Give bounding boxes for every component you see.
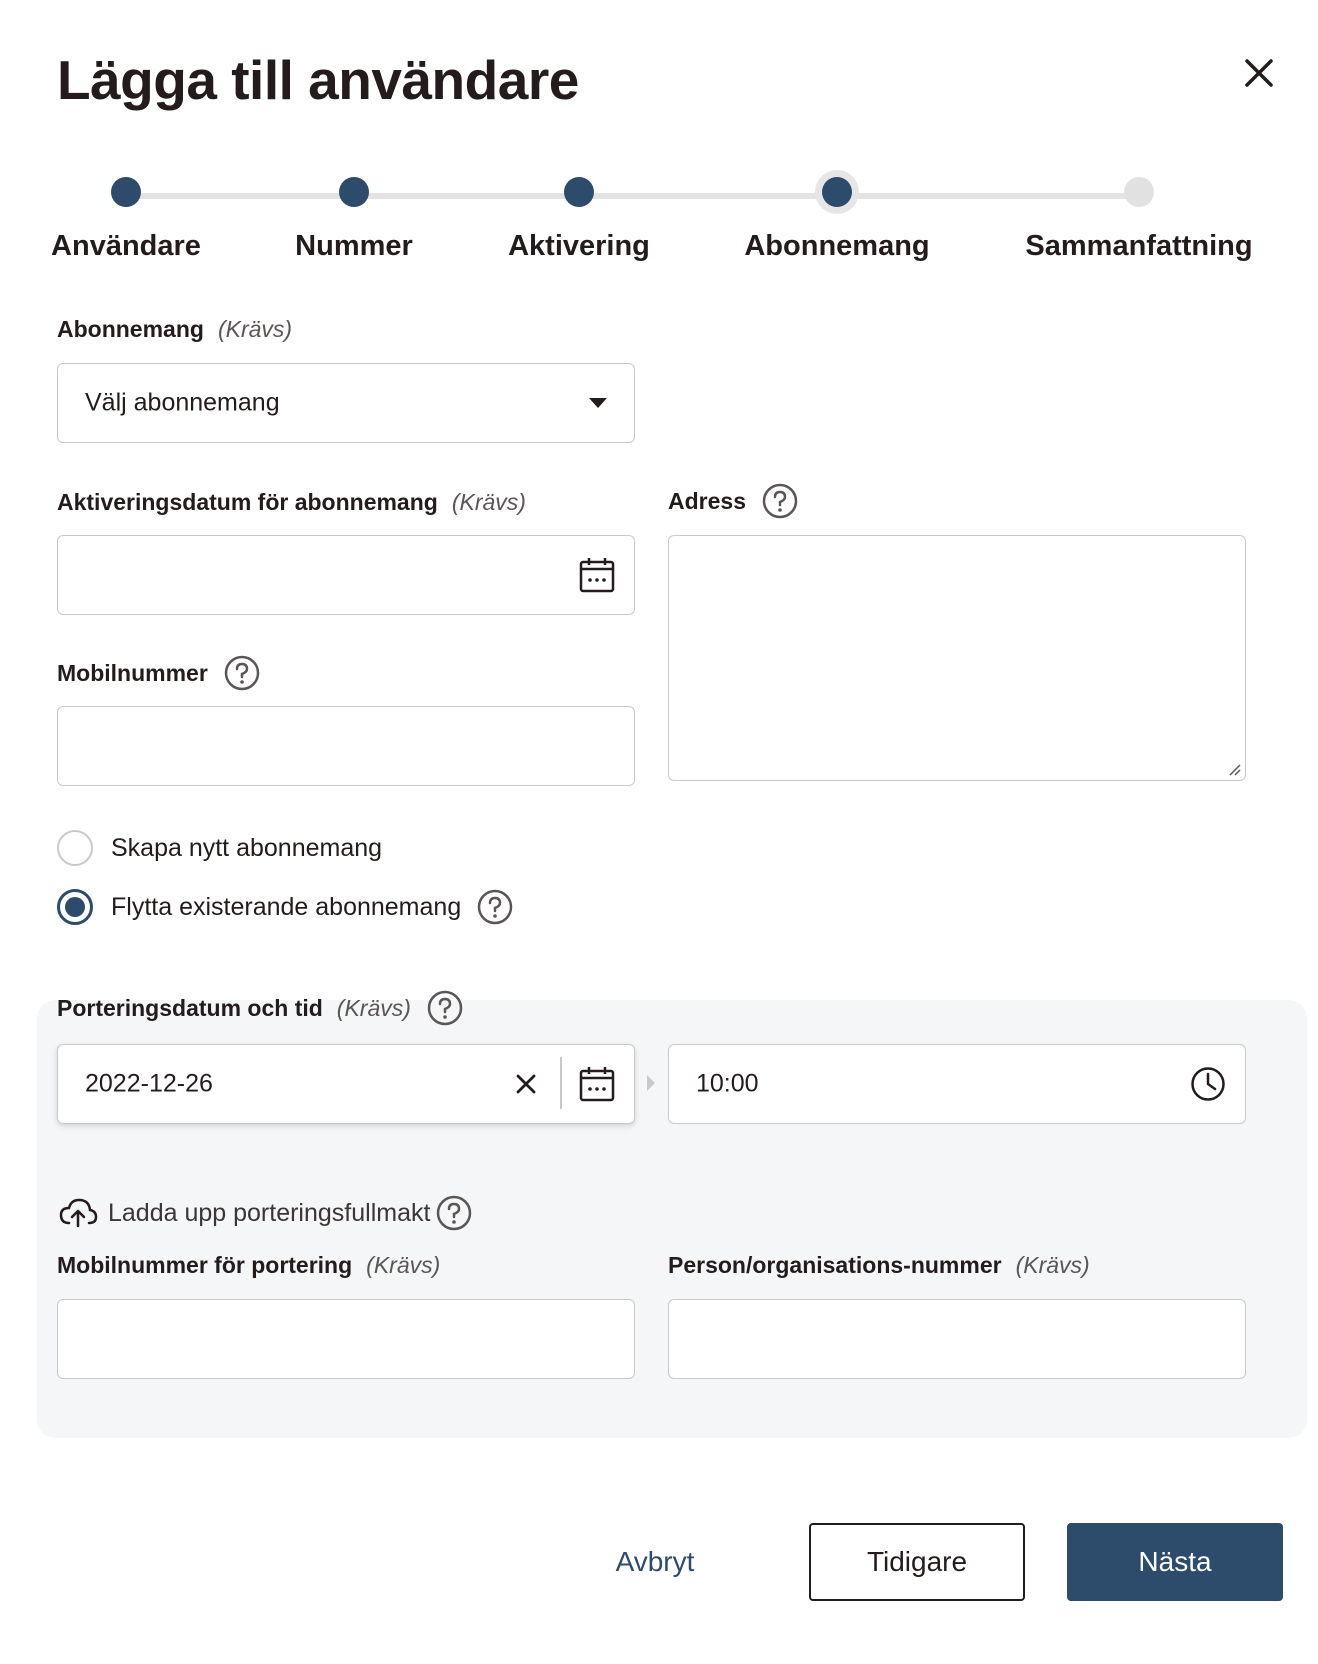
radio-button[interactable] (57, 830, 93, 866)
help-icon[interactable] (762, 483, 798, 519)
step-label-nummer: Nummer (295, 230, 413, 262)
help-icon[interactable] (224, 655, 260, 691)
help-icon[interactable] (477, 889, 513, 925)
help-icon[interactable] (436, 1195, 472, 1231)
close-button[interactable] (1236, 50, 1282, 96)
close-icon (1244, 58, 1274, 88)
radio-button-checked[interactable] (57, 889, 93, 925)
mobile-label: Mobilnummer (57, 655, 260, 691)
subscription-label: Abonnemang (Krävs) (57, 316, 293, 342)
required-hint: (Krävs) (336, 994, 411, 1021)
address-label: Adress (668, 483, 798, 519)
step-dot-abonnemang (822, 177, 852, 207)
subscription-select-value: Välj abonnemang (85, 388, 280, 417)
previous-button[interactable]: Tidigare (809, 1523, 1025, 1601)
stepper-track (124, 193, 1132, 199)
porting-date-input[interactable] (57, 1044, 635, 1124)
address-textarea[interactable] (668, 535, 1246, 781)
radio-label: Flytta existerande abonnemang (111, 892, 462, 921)
activation-date-input[interactable] (57, 535, 635, 615)
step-label-sammanfattning: Sammanfattning (1025, 230, 1253, 262)
step-dot-anvandare (111, 177, 141, 207)
upload-porting-authorization[interactable] (58, 1195, 472, 1231)
resize-handle-icon[interactable] (1227, 762, 1241, 776)
porting-time-value: 10:00 (696, 1069, 759, 1098)
step-label-anvandare: Användare (51, 230, 201, 262)
radio-label: Skapa nytt abonnemang (111, 833, 383, 862)
subscription-select[interactable] (57, 363, 635, 443)
required-hint: (Krävs) (366, 1252, 441, 1278)
help-icon[interactable] (427, 990, 463, 1026)
required-hint: (Krävs) (451, 489, 526, 515)
radio-create-new[interactable] (57, 830, 382, 866)
person-org-input[interactable] (668, 1299, 1246, 1379)
porting-datetime-label: Porteringsdatum och tid (Krävs) (57, 990, 463, 1026)
porting-mobile-input[interactable] (57, 1299, 635, 1379)
activation-date-label: Aktiveringsdatum för abonnemang (Krävs) (57, 489, 526, 515)
mobile-input[interactable] (57, 706, 635, 786)
required-hint: (Krävs) (1015, 1252, 1090, 1278)
calendar-icon[interactable] (578, 1065, 616, 1103)
person-org-label: Person/organisations-nummer (Krävs) (668, 1252, 1090, 1278)
porting-mobile-label: Mobilnummer för portering (Krävs) (57, 1252, 441, 1278)
radio-move-existing[interactable] (57, 889, 513, 925)
upload-label: Ladda upp porteringsfullmakt (108, 1198, 431, 1227)
next-button[interactable]: Nästa (1067, 1523, 1283, 1601)
field-divider (560, 1057, 562, 1109)
required-hint: (Krävs) (217, 316, 293, 342)
cancel-button[interactable]: Avbryt (615, 1546, 695, 1577)
step-dot-sammanfattning (1124, 177, 1154, 207)
step-dot-nummer (339, 177, 369, 207)
cloud-upload-icon (58, 1197, 98, 1229)
step-dot-aktivering (564, 177, 594, 207)
caret-down-icon (588, 397, 608, 409)
porting-time-input[interactable] (668, 1044, 1246, 1124)
step-label-aktivering: Aktivering (508, 230, 650, 262)
clock-icon[interactable] (1189, 1065, 1227, 1103)
dialog-title: Lägga till användare (57, 49, 579, 111)
arrow-right-icon (645, 1073, 657, 1093)
calendar-icon[interactable] (578, 556, 616, 594)
porting-date-value: 2022-12-26 (85, 1069, 213, 1098)
step-label-abonnemang: Abonnemang (744, 230, 930, 262)
clear-icon[interactable] (515, 1073, 537, 1095)
